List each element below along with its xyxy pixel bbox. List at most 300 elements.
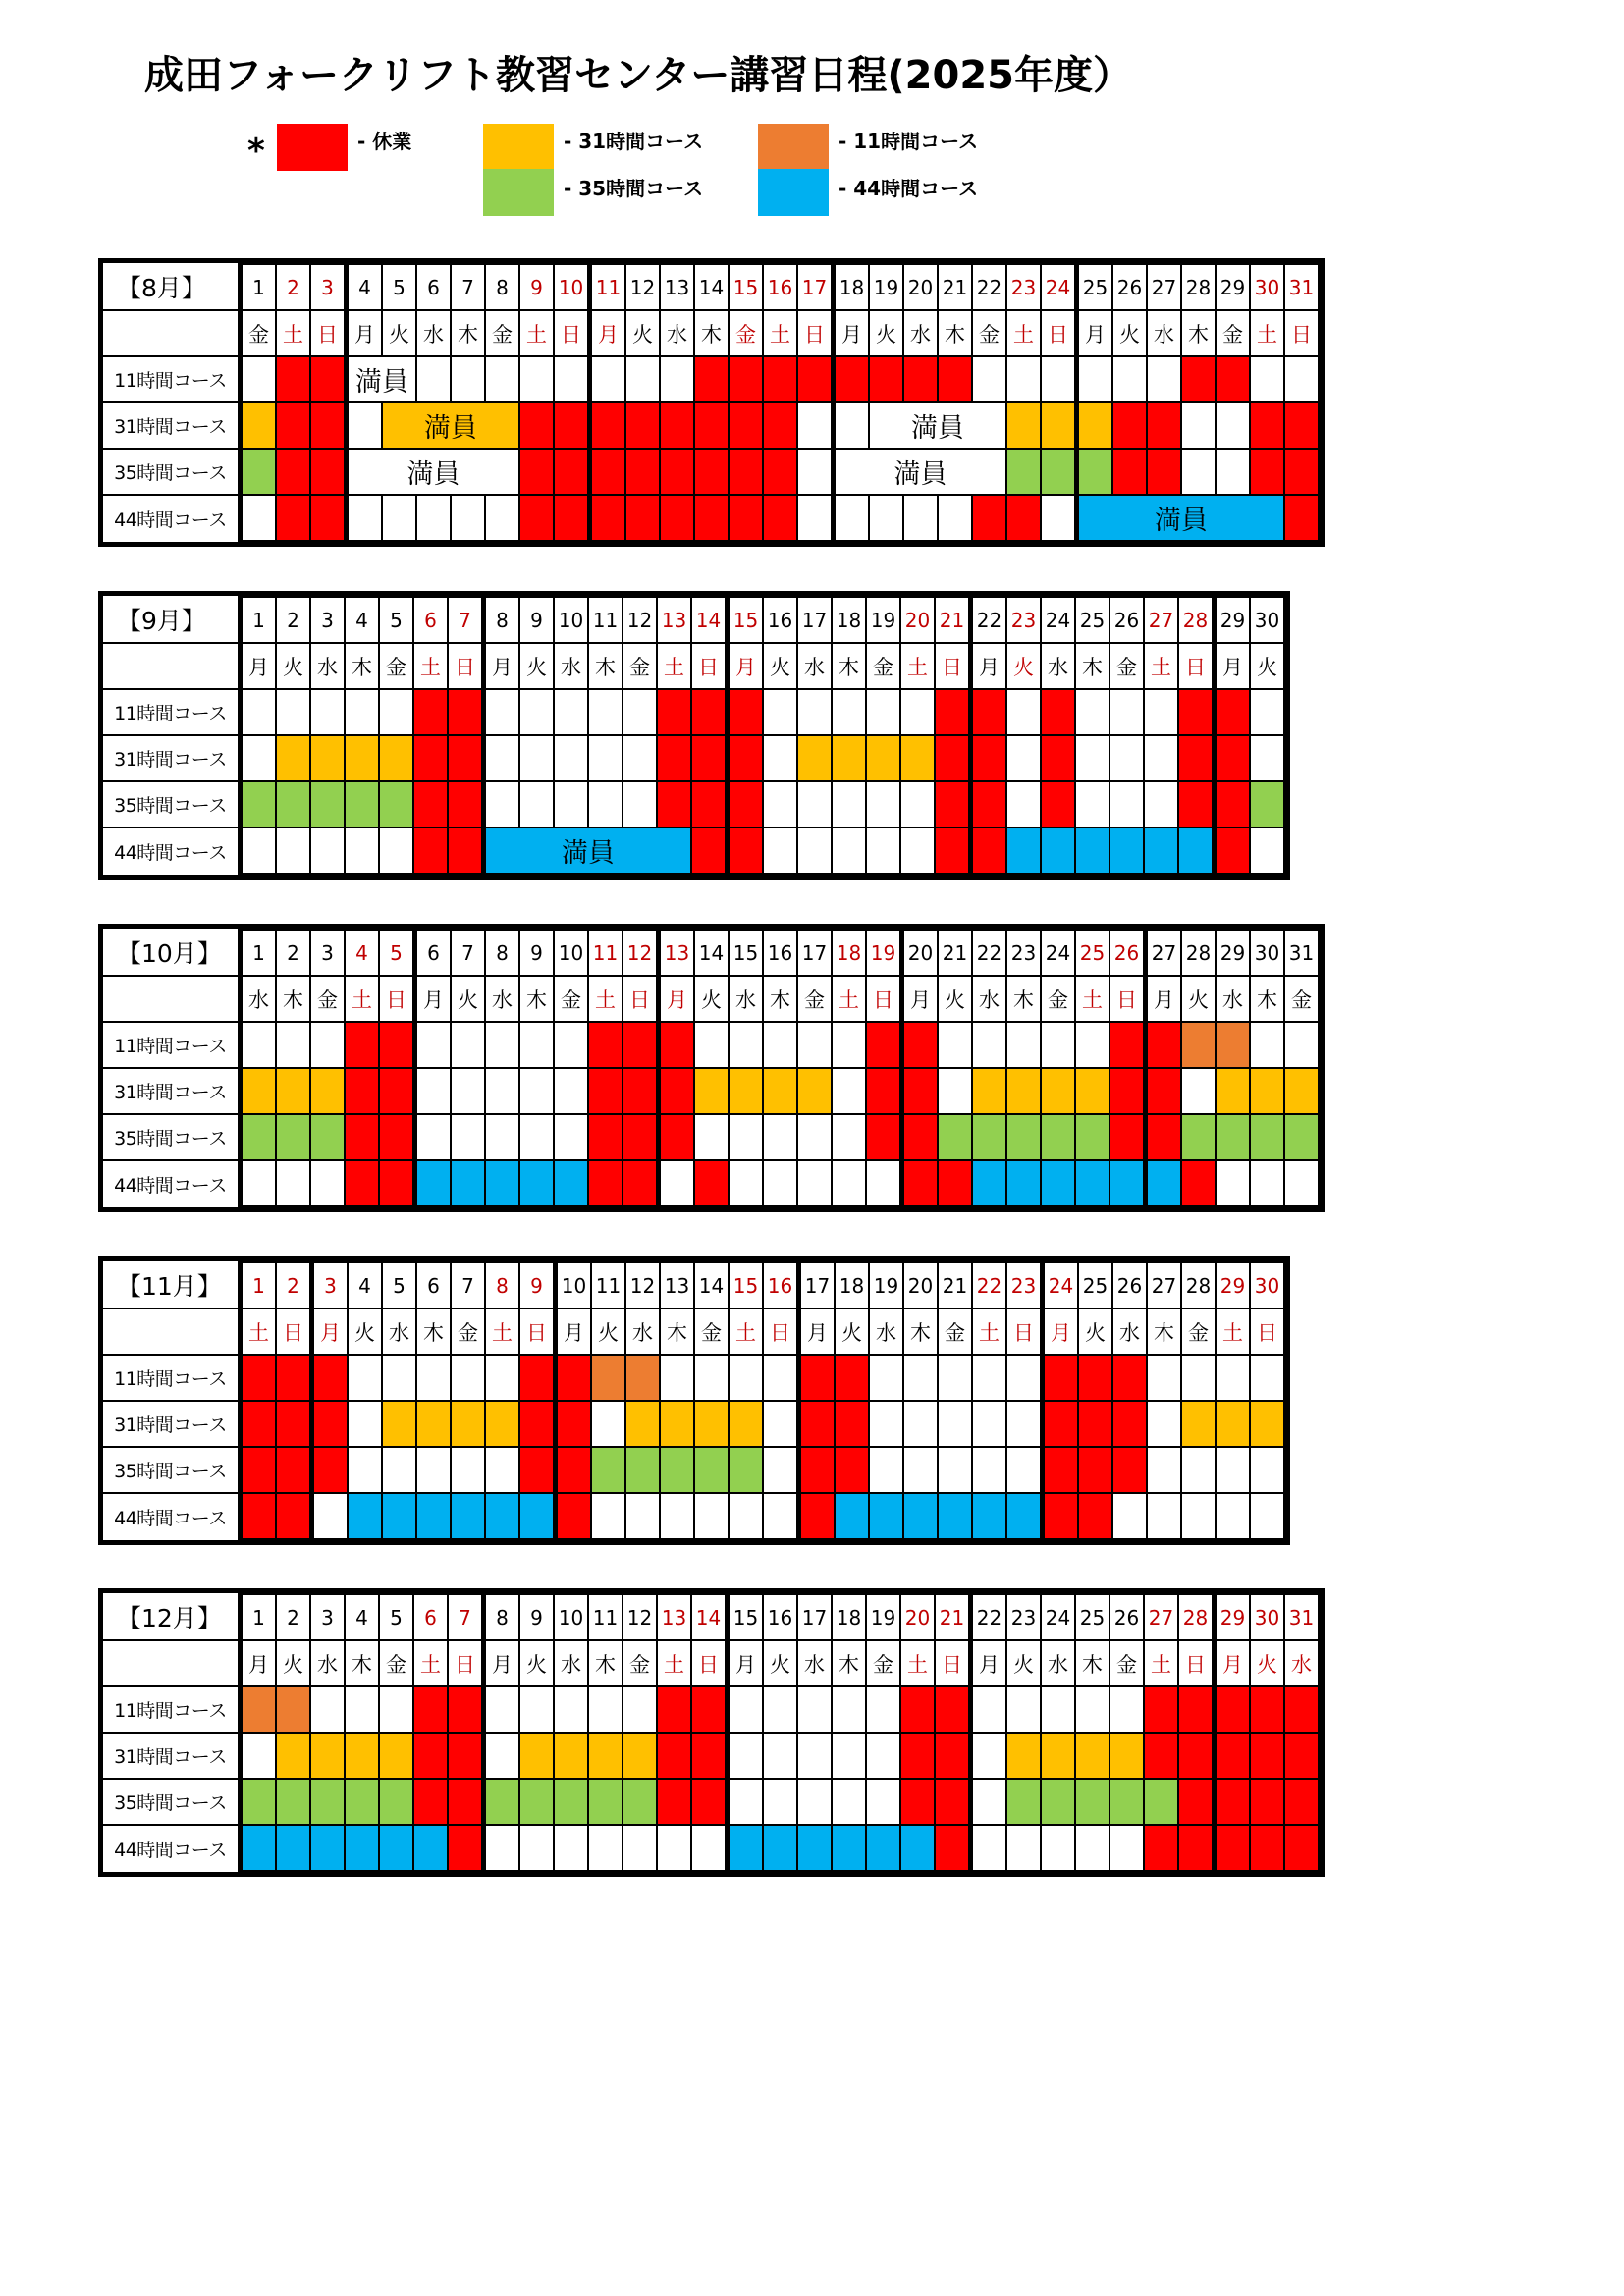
schedule-cell xyxy=(276,781,310,828)
weekday-label: 木 xyxy=(938,310,972,356)
schedule-cell xyxy=(588,1686,623,1733)
schedule-cell xyxy=(1041,1114,1075,1160)
schedule-cell xyxy=(484,781,520,828)
weekday-label: 火 xyxy=(451,976,485,1022)
weekday-label: 金 xyxy=(866,643,900,689)
schedule-cell xyxy=(799,1447,836,1493)
schedule-cell xyxy=(866,689,900,735)
weekday-label: 木 xyxy=(345,1640,379,1686)
schedule-cell xyxy=(413,1825,448,1871)
schedule-cell xyxy=(623,735,657,781)
weekday-label: 木 xyxy=(451,310,485,356)
schedule-cell xyxy=(276,689,310,735)
schedule-cell xyxy=(799,1493,836,1539)
schedule-cell xyxy=(312,1401,349,1447)
full-badge: 満員 xyxy=(834,449,1007,495)
weekday-label: 金 xyxy=(866,1640,900,1686)
day-number: 15 xyxy=(729,930,763,976)
schedule-cell xyxy=(1178,689,1215,735)
schedule-cell xyxy=(379,1686,413,1733)
schedule-cell xyxy=(1006,1355,1043,1401)
weekday-label: 木 xyxy=(519,976,554,1022)
schedule-cell xyxy=(938,1114,972,1160)
day-number: 30 xyxy=(1250,930,1284,976)
weekday-label: 木 xyxy=(276,976,310,1022)
day-number: 19 xyxy=(866,597,900,643)
schedule-cell xyxy=(1216,1114,1250,1160)
schedule-cell xyxy=(345,735,379,781)
schedule-cell xyxy=(416,1493,451,1539)
day-number: 20 xyxy=(903,1262,938,1308)
weekday-label: 火 xyxy=(694,976,729,1022)
schedule-cell xyxy=(312,1355,349,1401)
schedule-cell xyxy=(1178,781,1215,828)
schedule-cell xyxy=(763,1068,797,1114)
schedule-cell xyxy=(1041,828,1075,874)
schedule-cell xyxy=(241,402,277,449)
schedule-cell xyxy=(694,449,729,495)
schedule-cell xyxy=(938,1160,972,1206)
schedule-cell xyxy=(763,449,797,495)
schedule-cell xyxy=(556,1401,592,1447)
schedule-cell xyxy=(1215,781,1251,828)
schedule-cell xyxy=(1112,1401,1147,1447)
schedule-cell xyxy=(591,1401,625,1447)
day-number: 10 xyxy=(556,1262,592,1308)
weekday-label: 月 xyxy=(415,976,452,1022)
course-label: 35時間コース xyxy=(103,449,241,495)
schedule-cell xyxy=(241,1779,277,1825)
schedule-cell xyxy=(1147,1401,1181,1447)
schedule-cell xyxy=(1144,828,1178,874)
schedule-cell xyxy=(1250,1493,1284,1539)
schedule-cell xyxy=(1250,1114,1284,1160)
schedule-cell xyxy=(1075,735,1110,781)
day-number: 7 xyxy=(451,930,485,976)
weekday-label: 日 xyxy=(935,643,971,689)
schedule-cell xyxy=(660,402,694,449)
schedule-cell xyxy=(623,781,657,828)
schedule-cell xyxy=(415,1160,452,1206)
weekday-label: 木 xyxy=(345,643,379,689)
day-number: 9 xyxy=(519,930,554,976)
schedule-cell xyxy=(310,828,345,874)
schedule-cell xyxy=(832,1825,866,1871)
schedule-cell xyxy=(348,1493,382,1539)
day-number: 27 xyxy=(1147,264,1181,310)
schedule-cell xyxy=(1147,1493,1181,1539)
weekday-label: 月 xyxy=(728,643,764,689)
schedule-cell xyxy=(835,1493,869,1539)
schedule-cell xyxy=(935,1779,971,1825)
schedule-cell xyxy=(1178,1733,1215,1779)
weekday-label: 水 xyxy=(241,976,277,1022)
schedule-cell xyxy=(345,1068,379,1114)
schedule-cell xyxy=(797,1160,832,1206)
schedule-cell xyxy=(556,1493,592,1539)
weekday-label: 月 xyxy=(1077,310,1113,356)
schedule-cell xyxy=(763,1493,799,1539)
schedule-cell xyxy=(413,1779,448,1825)
course-label: 35時間コース xyxy=(103,1447,241,1493)
schedule-cell xyxy=(588,1733,623,1779)
weekday-label: 木 xyxy=(1147,1308,1181,1355)
weekday-label: 月 xyxy=(971,643,1007,689)
weekday-label: 火 xyxy=(1006,643,1041,689)
schedule-cell xyxy=(1250,449,1284,495)
weekday-label: 火 xyxy=(835,1308,869,1355)
day-number: 15 xyxy=(729,264,763,310)
schedule-cell xyxy=(729,1447,763,1493)
weekday-label: 月 xyxy=(902,976,939,1022)
weekday-label: 木 xyxy=(1181,310,1216,356)
schedule-cell xyxy=(1112,449,1147,495)
schedule-cell xyxy=(763,1447,799,1493)
day-number: 5 xyxy=(379,1594,413,1640)
schedule-cell xyxy=(588,1068,623,1114)
day-number: 20 xyxy=(900,1594,935,1640)
schedule-cell xyxy=(451,1114,485,1160)
schedule-cell xyxy=(1216,1068,1250,1114)
schedule-cell xyxy=(1041,449,1077,495)
weekday-label: 金 xyxy=(623,643,657,689)
full-badge: 満員 xyxy=(484,828,692,874)
schedule-cell xyxy=(345,1160,379,1206)
schedule-cell xyxy=(241,1160,277,1206)
schedule-cell xyxy=(972,1355,1006,1401)
schedule-cell xyxy=(519,781,554,828)
schedule-cell xyxy=(799,1401,836,1447)
day-number: 27 xyxy=(1144,1594,1178,1640)
schedule-cell xyxy=(1284,449,1319,495)
month-calendar xyxy=(98,591,1290,880)
schedule-cell xyxy=(797,1068,832,1114)
schedule-cell xyxy=(903,1493,938,1539)
day-number: 16 xyxy=(763,930,797,976)
schedule-cell xyxy=(971,1733,1007,1779)
schedule-cell xyxy=(657,1686,691,1733)
day-number: 3 xyxy=(310,1594,345,1640)
weekday-header-blank xyxy=(103,310,241,356)
schedule-cell xyxy=(1075,1114,1110,1160)
schedule-cell xyxy=(832,1733,866,1779)
weekday-label: 日 xyxy=(1041,310,1077,356)
day-number: 22 xyxy=(972,264,1006,310)
schedule-cell xyxy=(1075,781,1110,828)
day-number: 7 xyxy=(448,597,484,643)
schedule-cell xyxy=(866,781,900,828)
schedule-cell xyxy=(1146,1022,1182,1068)
schedule-cell xyxy=(382,1355,416,1401)
legend-label-31h: - 31時間コース xyxy=(564,130,704,153)
schedule-cell xyxy=(1112,402,1147,449)
weekday-label: 火 xyxy=(591,1308,625,1355)
schedule-cell xyxy=(348,1401,382,1447)
day-number: 23 xyxy=(1006,1262,1043,1308)
schedule-cell xyxy=(519,1114,554,1160)
weekday-label: 土 xyxy=(657,643,691,689)
schedule-cell xyxy=(591,1447,625,1493)
schedule-cell xyxy=(379,781,413,828)
weekday-label: 木 xyxy=(1250,976,1284,1022)
day-number: 24 xyxy=(1041,1594,1075,1640)
schedule-cell xyxy=(1041,735,1075,781)
schedule-cell xyxy=(554,402,590,449)
schedule-cell xyxy=(866,1779,900,1825)
day-number: 8 xyxy=(485,264,519,310)
schedule-cell xyxy=(554,356,590,402)
course-label: 31時間コース xyxy=(103,1733,241,1779)
schedule-cell xyxy=(448,1686,484,1733)
day-number: 10 xyxy=(554,930,588,976)
schedule-cell xyxy=(1110,1825,1144,1871)
day-number: 2 xyxy=(276,597,310,643)
schedule-cell xyxy=(625,402,660,449)
day-number: 29 xyxy=(1215,597,1251,643)
schedule-cell xyxy=(903,1447,938,1493)
weekday-label: 土 xyxy=(1144,1640,1178,1686)
schedule-cell xyxy=(729,356,763,402)
schedule-cell xyxy=(1284,356,1319,402)
schedule-cell xyxy=(241,495,277,541)
schedule-cell xyxy=(866,1733,900,1779)
weekday-label: 月 xyxy=(1146,976,1182,1022)
schedule-cell xyxy=(451,1068,485,1114)
schedule-cell xyxy=(832,781,866,828)
schedule-cell xyxy=(1041,1733,1075,1779)
schedule-cell xyxy=(623,1160,659,1206)
day-number: 4 xyxy=(345,597,379,643)
schedule-cell xyxy=(1110,1686,1144,1733)
day-number: 23 xyxy=(1006,930,1041,976)
schedule-cell xyxy=(869,1447,903,1493)
legend-swatch-31h xyxy=(483,124,554,171)
schedule-cell xyxy=(241,781,277,828)
schedule-cell xyxy=(832,1779,866,1825)
schedule-cell xyxy=(1181,1355,1216,1401)
schedule-cell xyxy=(832,828,866,874)
schedule-cell xyxy=(1006,1022,1041,1068)
schedule-cell xyxy=(1041,356,1077,402)
schedule-cell xyxy=(484,1686,520,1733)
schedule-cell xyxy=(413,1733,448,1779)
schedule-cell xyxy=(1181,1022,1216,1068)
full-badge: 満員 xyxy=(382,402,519,449)
schedule-cell xyxy=(590,495,626,541)
schedule-cell xyxy=(276,735,310,781)
day-number: 8 xyxy=(484,597,520,643)
day-number: 20 xyxy=(902,930,939,976)
schedule-cell xyxy=(728,1825,764,1871)
weekday-label: 火 xyxy=(1078,1308,1112,1355)
schedule-cell xyxy=(1075,1022,1110,1068)
weekday-label: 火 xyxy=(519,1640,554,1686)
schedule-cell xyxy=(1147,449,1181,495)
schedule-cell xyxy=(379,1825,413,1871)
weekday-label: 金 xyxy=(554,976,588,1022)
schedule-cell xyxy=(1181,1160,1216,1206)
schedule-cell xyxy=(623,1733,657,1779)
schedule-cell xyxy=(1216,1022,1250,1068)
day-number: 24 xyxy=(1043,1262,1079,1308)
schedule-cell xyxy=(869,1401,903,1447)
schedule-cell xyxy=(691,735,728,781)
schedule-cell xyxy=(763,1355,799,1401)
schedule-cell xyxy=(554,1114,588,1160)
schedule-cell xyxy=(625,495,660,541)
schedule-cell xyxy=(347,495,383,541)
schedule-cell xyxy=(834,495,870,541)
weekday-label: 水 xyxy=(310,1640,345,1686)
weekday-label: 火 xyxy=(348,1308,382,1355)
month-calendar xyxy=(98,1588,1325,1877)
schedule-cell xyxy=(379,1022,415,1068)
schedule-cell xyxy=(588,689,623,735)
weekday-label: 水 xyxy=(382,1308,416,1355)
weekday-label: 日 xyxy=(1178,1640,1215,1686)
schedule-cell xyxy=(797,1733,832,1779)
schedule-cell xyxy=(276,1493,312,1539)
day-number: 9 xyxy=(519,264,554,310)
schedule-cell xyxy=(1110,1022,1146,1068)
schedule-cell xyxy=(938,1447,972,1493)
weekday-label: 木 xyxy=(660,1308,694,1355)
legend-swatch-11h xyxy=(758,124,829,171)
day-number: 6 xyxy=(416,264,451,310)
schedule-cell xyxy=(382,1493,416,1539)
schedule-cell xyxy=(1110,689,1144,735)
weekday-label: 木 xyxy=(903,1308,938,1355)
day-number: 19 xyxy=(869,1262,903,1308)
schedule-cell xyxy=(797,689,832,735)
schedule-cell xyxy=(484,735,520,781)
schedule-table xyxy=(103,596,1285,875)
schedule-cell xyxy=(1144,1779,1178,1825)
day-number: 10 xyxy=(554,264,590,310)
schedule-cell xyxy=(1075,1686,1110,1733)
weekday-label: 水 xyxy=(903,310,938,356)
schedule-cell xyxy=(348,1355,382,1401)
course-label: 11時間コース xyxy=(103,1355,241,1401)
schedule-cell xyxy=(763,1779,797,1825)
schedule-cell xyxy=(451,356,485,402)
schedule-cell xyxy=(276,1447,312,1493)
schedule-cell xyxy=(241,689,277,735)
schedule-cell xyxy=(310,1825,345,1871)
full-badge: 満員 xyxy=(1077,495,1285,541)
schedule-cell xyxy=(900,1779,935,1825)
schedule-cell xyxy=(588,781,623,828)
day-number: 18 xyxy=(835,1262,869,1308)
schedule-cell xyxy=(1077,402,1113,449)
schedule-cell xyxy=(971,735,1007,781)
day-number: 21 xyxy=(938,930,972,976)
schedule-cell xyxy=(625,1401,660,1447)
schedule-cell xyxy=(1043,1493,1079,1539)
schedule-cell xyxy=(276,1114,310,1160)
schedule-cell xyxy=(660,495,694,541)
schedule-cell xyxy=(413,689,448,735)
schedule-cell xyxy=(310,1779,345,1825)
schedule-cell xyxy=(935,689,971,735)
month-label: 【9月】 xyxy=(103,597,241,643)
weekday-label: 金 xyxy=(1110,643,1144,689)
schedule-cell xyxy=(451,1447,485,1493)
schedule-cell xyxy=(1216,1401,1250,1447)
day-number: 25 xyxy=(1075,1594,1110,1640)
schedule-cell xyxy=(1250,1355,1284,1401)
day-number: 19 xyxy=(866,1594,900,1640)
day-number: 25 xyxy=(1075,930,1110,976)
weekday-label: 金 xyxy=(379,1640,413,1686)
schedule-cell xyxy=(588,735,623,781)
schedule-cell xyxy=(1110,1114,1146,1160)
schedule-cell xyxy=(1006,402,1041,449)
schedule-cell xyxy=(241,1825,277,1871)
schedule-cell xyxy=(554,449,590,495)
schedule-cell xyxy=(276,1355,312,1401)
schedule-cell xyxy=(1181,1114,1216,1160)
schedule-cell xyxy=(797,1114,832,1160)
weekday-label: 木 xyxy=(588,643,623,689)
day-number: 15 xyxy=(728,597,764,643)
weekday-label: 火 xyxy=(625,310,660,356)
schedule-cell xyxy=(1041,495,1077,541)
schedule-cell xyxy=(310,402,347,449)
schedule-cell xyxy=(519,1493,556,1539)
day-number: 26 xyxy=(1110,597,1144,643)
day-number: 9 xyxy=(519,597,554,643)
schedule-cell xyxy=(556,1447,592,1493)
schedule-cell xyxy=(554,1686,588,1733)
weekday-label: 水 xyxy=(554,1640,588,1686)
day-number: 30 xyxy=(1250,1594,1284,1640)
schedule-cell xyxy=(902,1022,939,1068)
schedule-cell xyxy=(451,1160,485,1206)
schedule-cell xyxy=(451,1022,485,1068)
schedule-cell xyxy=(379,1068,415,1114)
weekday-label: 日 xyxy=(797,310,834,356)
weekday-label: 金 xyxy=(797,976,832,1022)
schedule-cell xyxy=(869,356,903,402)
schedule-cell xyxy=(276,1068,310,1114)
schedule-cell xyxy=(1250,1825,1284,1871)
schedule-cell xyxy=(903,356,938,402)
weekday-label: 水 xyxy=(972,976,1006,1022)
schedule-cell xyxy=(832,1114,866,1160)
weekday-label: 金 xyxy=(1284,976,1319,1022)
schedule-cell xyxy=(1006,1825,1041,1871)
schedule-cell xyxy=(310,689,345,735)
schedule-cell xyxy=(900,1825,935,1871)
schedule-cell xyxy=(1146,1068,1182,1114)
schedule-cell xyxy=(972,1114,1006,1160)
schedule-cell xyxy=(903,1401,938,1447)
schedule-cell xyxy=(519,1447,556,1493)
legend-label-44h: - 44時間コース xyxy=(839,177,979,200)
day-number: 27 xyxy=(1147,1262,1181,1308)
schedule-cell xyxy=(1284,495,1319,541)
weekday-label: 木 xyxy=(416,1308,451,1355)
schedule-cell xyxy=(519,735,554,781)
month-calendar xyxy=(98,258,1325,547)
schedule-cell xyxy=(971,1686,1007,1733)
legend-label-closed: - 休業 xyxy=(357,130,412,153)
schedule-cell xyxy=(1006,781,1041,828)
schedule-cell xyxy=(485,495,519,541)
schedule-cell xyxy=(972,1493,1006,1539)
day-number: 11 xyxy=(588,597,623,643)
